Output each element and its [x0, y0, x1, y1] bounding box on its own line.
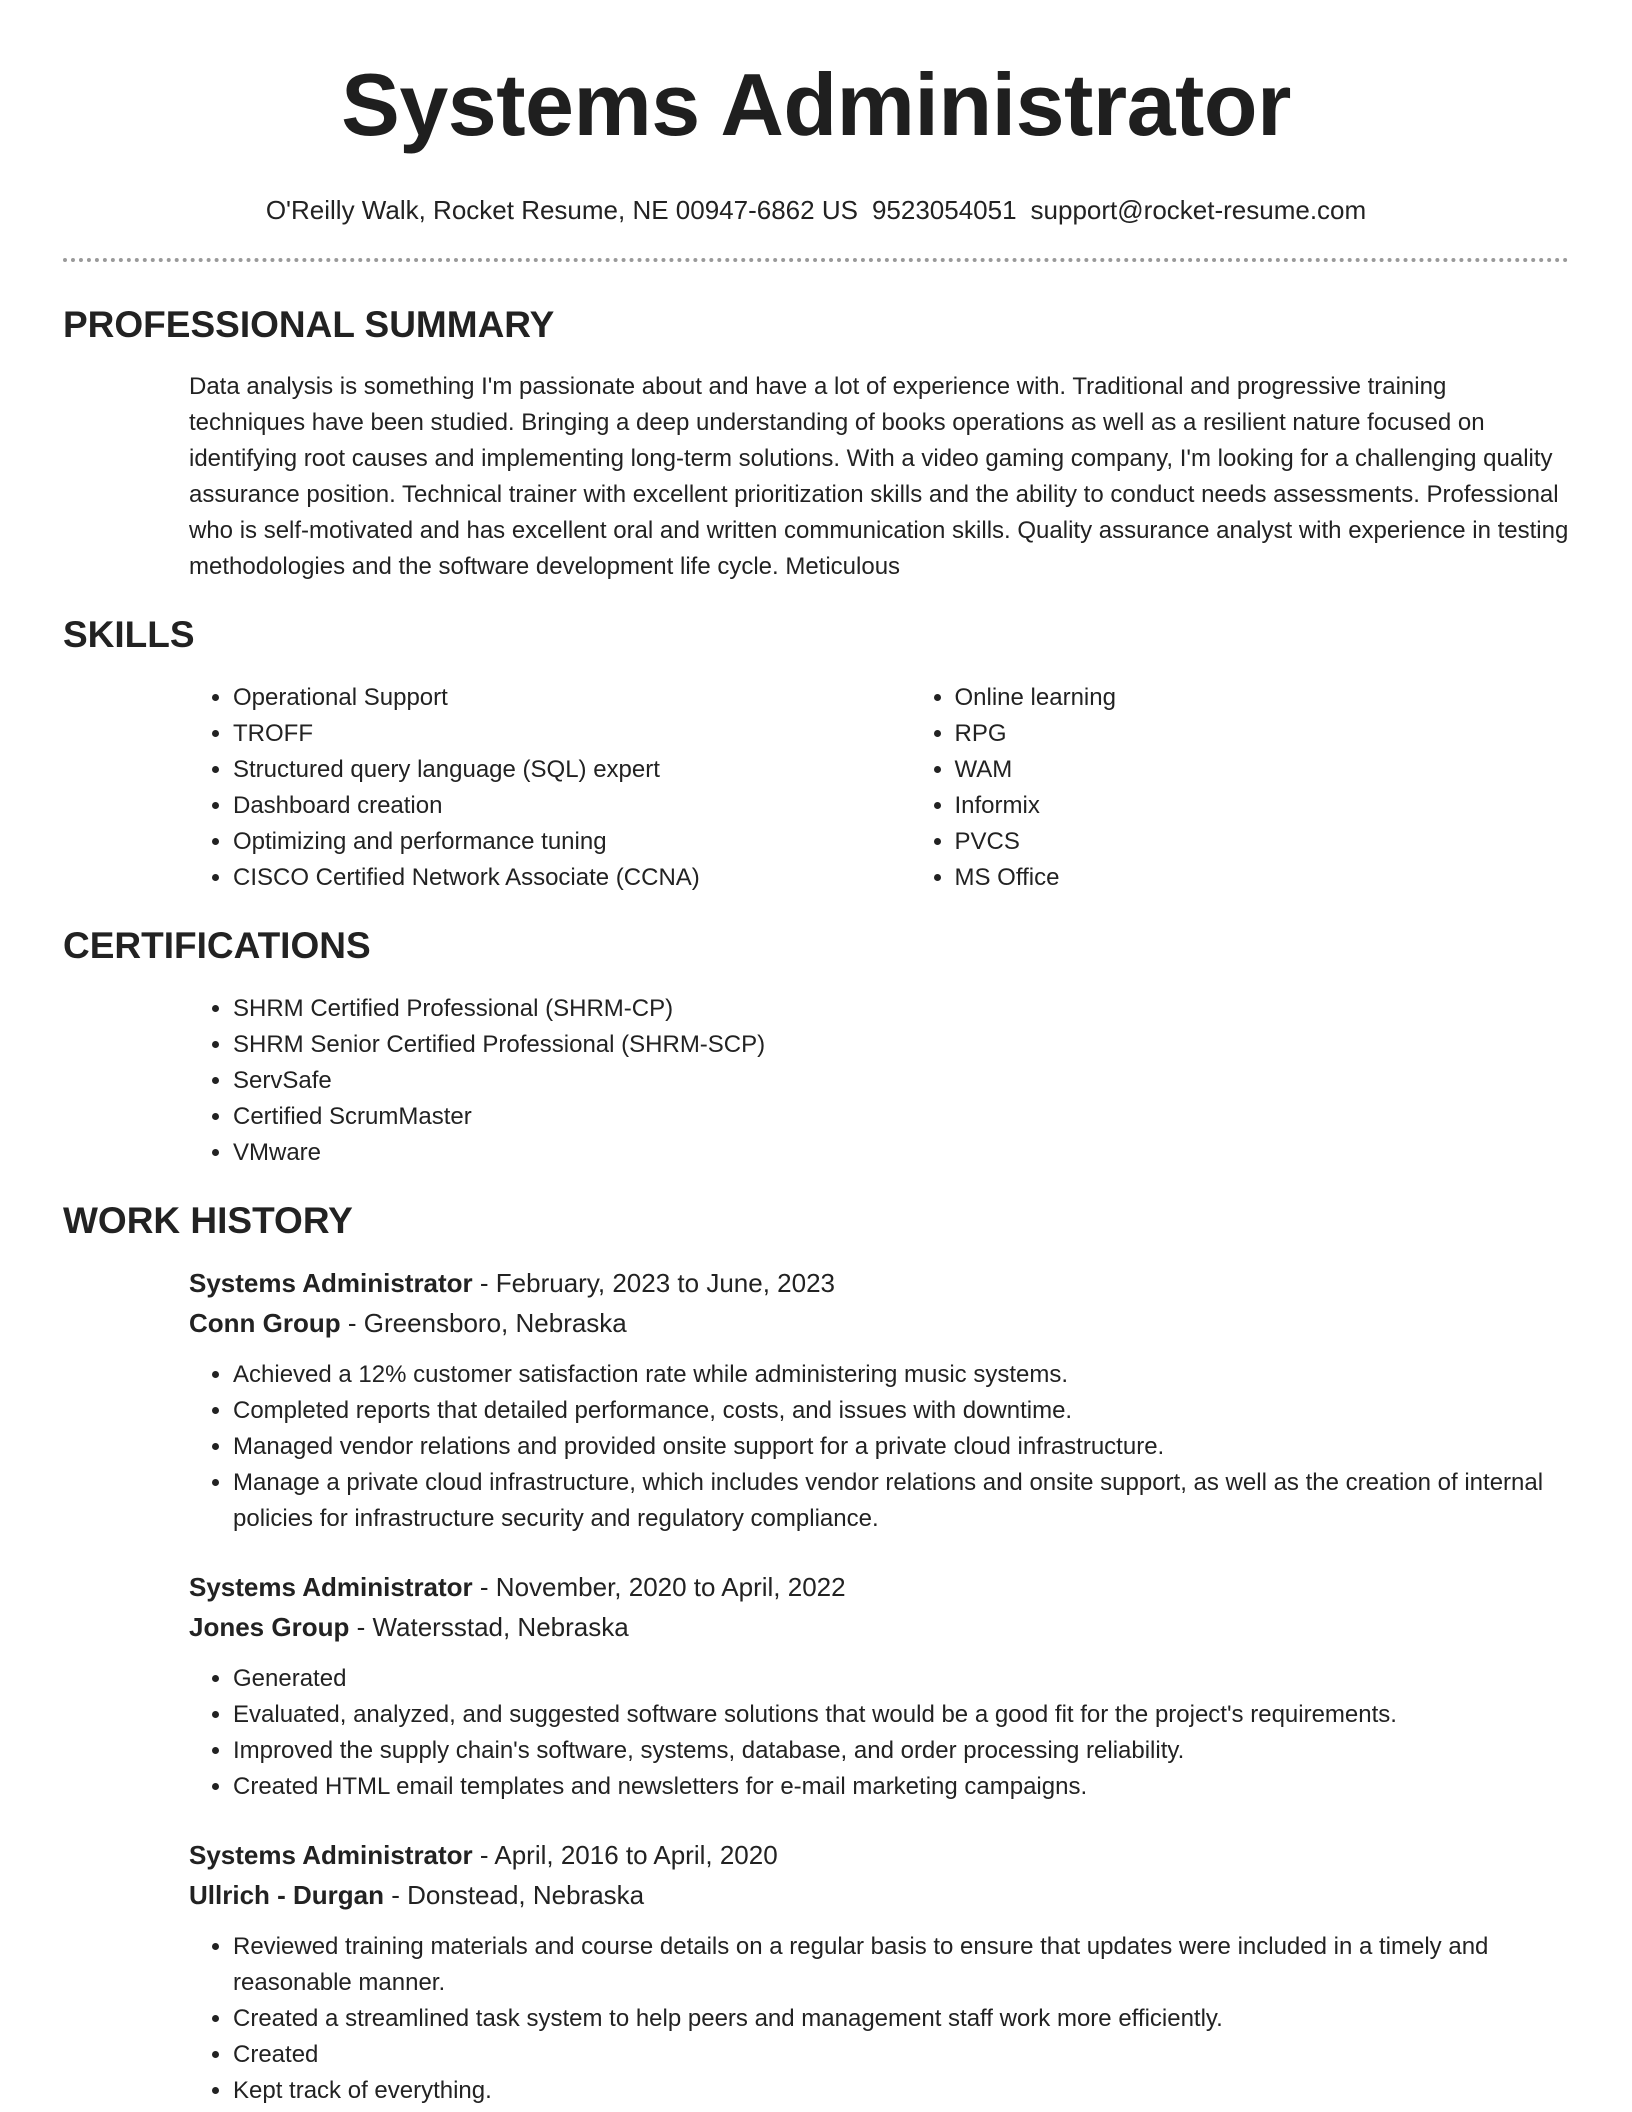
job-entry [189, 1263, 1569, 1537]
certification-item: • SHRM Senior Certified Professional (SHRM-SCP) [233, 1027, 1569, 1063]
skill-item: • Dashboard creation [233, 788, 911, 824]
job-bullet: • Created HTML email templates and newsletters for e-mail marketing campaigns. [233, 1769, 1569, 1805]
job-entry [189, 1835, 1569, 2109]
job-location: - Greensboro, Nebraska [340, 1308, 627, 1338]
job-bullets [189, 1929, 1569, 2109]
job-entry [189, 1567, 1569, 1805]
job-bullet: • Achieved a 12% customer satisfaction rate while administering music systems. [233, 1357, 1569, 1393]
skill-item: • MS Office [955, 860, 1632, 896]
job-dates: - April, 2016 to April, 2020 [472, 1840, 778, 1870]
skill-item: • TROFF [233, 716, 911, 752]
work-history-heading: WORK HISTORY [63, 1200, 353, 1241]
job-bullet: • Manage a private cloud infrastructure, which includes vendor relations and onsite support, as well as the creation of internal policies for infrastructure security and regulatory compliance. [233, 1465, 1569, 1537]
job-title: Systems Administrator [189, 1268, 473, 1298]
certifications-list [189, 991, 1569, 1171]
job-bullet: • Generated [233, 1661, 1569, 1697]
job-dates: - February, 2023 to June, 2023 [472, 1268, 835, 1298]
job-bullet: • Reviewed training materials and course details on a regular basis to ensure that updates were included in a timely and reasonable manner. [233, 1929, 1569, 2001]
job-location: - Watersstad, Nebraska [349, 1612, 629, 1642]
skill-item: • CISCO Certified Network Associate (CCNA) [233, 860, 911, 896]
skill-item: • WAM [955, 752, 1632, 788]
contact-email: support@rocket-resume.com [1030, 195, 1367, 225]
job-bullets [189, 1357, 1569, 1537]
job-title: Systems Administrator [189, 1840, 473, 1870]
job-company: Jones Group [189, 1612, 350, 1642]
job-company: Conn Group [189, 1308, 341, 1338]
skill-item: • Operational Support [233, 680, 911, 716]
job-company-line [189, 1875, 1569, 1915]
job-bullet: • Managed vendor relations and provided onsite support for a private cloud infrastructure. [233, 1429, 1569, 1465]
job-company-line [189, 1607, 1569, 1647]
job-bullet: • Created [233, 2037, 1569, 2073]
certifications-block [189, 991, 1569, 1171]
certifications-heading: CERTIFICATIONS [63, 925, 371, 966]
skills-grid [189, 680, 1632, 896]
skill-item: • RPG [955, 716, 1632, 752]
certification-item: • ServSafe [233, 1063, 1569, 1099]
job-dates: - November, 2020 to April, 2022 [472, 1572, 846, 1602]
job-title-line [189, 1835, 1569, 1875]
job-title-line [189, 1263, 1569, 1303]
job-location: - Donstead, Nebraska [384, 1880, 645, 1910]
job-bullet: • Kept track of everything. [233, 2073, 1569, 2109]
contact-line [0, 194, 1632, 226]
skills-list-left [189, 680, 911, 896]
certification-item: • Certified ScrumMaster [233, 1099, 1569, 1135]
resume-name: Systems Administrator [341, 55, 1291, 154]
job-company: Ullrich - Durgan [189, 1880, 385, 1910]
job-bullet: • Evaluated, analyzed, and suggested software solutions that would be a good fit for the project's requirements. [233, 1697, 1569, 1733]
skill-item: • Optimizing and performance tuning [233, 824, 911, 860]
summary-text: Data analysis is something I'm passionate about and have a lot of experience with. Traditional and progressive training techniques have been studied. Bringing a deep understanding of books operations as well as a resilient nature focused on identifying root causes and implementing long-term solutions. With a video gaming company, I'm looking for a challenging quality assurance position. Technical trainer with excellent prioritization skills and the ability to conduct needs assessments. Professional who is self-motivated and has excellent oral and written communication skills. Quality assurance analyst with experience in testing methodologies and the software development life cycle. Meticulous [189, 373, 1569, 580]
job-title: Systems Administrator [189, 1572, 473, 1602]
job-bullets [189, 1661, 1569, 1805]
contact-address: O'Reilly Walk, Rocket Resume, NE 00947-6862 US [265, 195, 858, 225]
skill-item: • Informix [955, 788, 1632, 824]
header-divider [63, 258, 1569, 262]
skill-item: • Online learning [955, 680, 1632, 716]
job-title-line [189, 1567, 1569, 1607]
certification-item: • VMware [233, 1135, 1569, 1171]
job-company-line [189, 1303, 1569, 1343]
skill-item: • PVCS [955, 824, 1632, 860]
contact-phone: 9523054051 [871, 195, 1017, 225]
skills-heading: SKILLS [63, 614, 195, 655]
skills-list-right [911, 680, 1632, 896]
skill-item: • Structured query language (SQL) expert [233, 752, 911, 788]
job-bullet: • Completed reports that detailed performance, costs, and issues with downtime. [233, 1393, 1569, 1429]
summary-heading: PROFESSIONAL SUMMARY [63, 304, 555, 345]
job-bullet: • Improved the supply chain's software, systems, database, and order processing reliability. [233, 1733, 1569, 1769]
certification-item: • SHRM Certified Professional (SHRM-CP) [233, 991, 1569, 1027]
job-bullet: • Created a streamlined task system to help peers and management staff work more efficiently. [233, 2001, 1569, 2037]
